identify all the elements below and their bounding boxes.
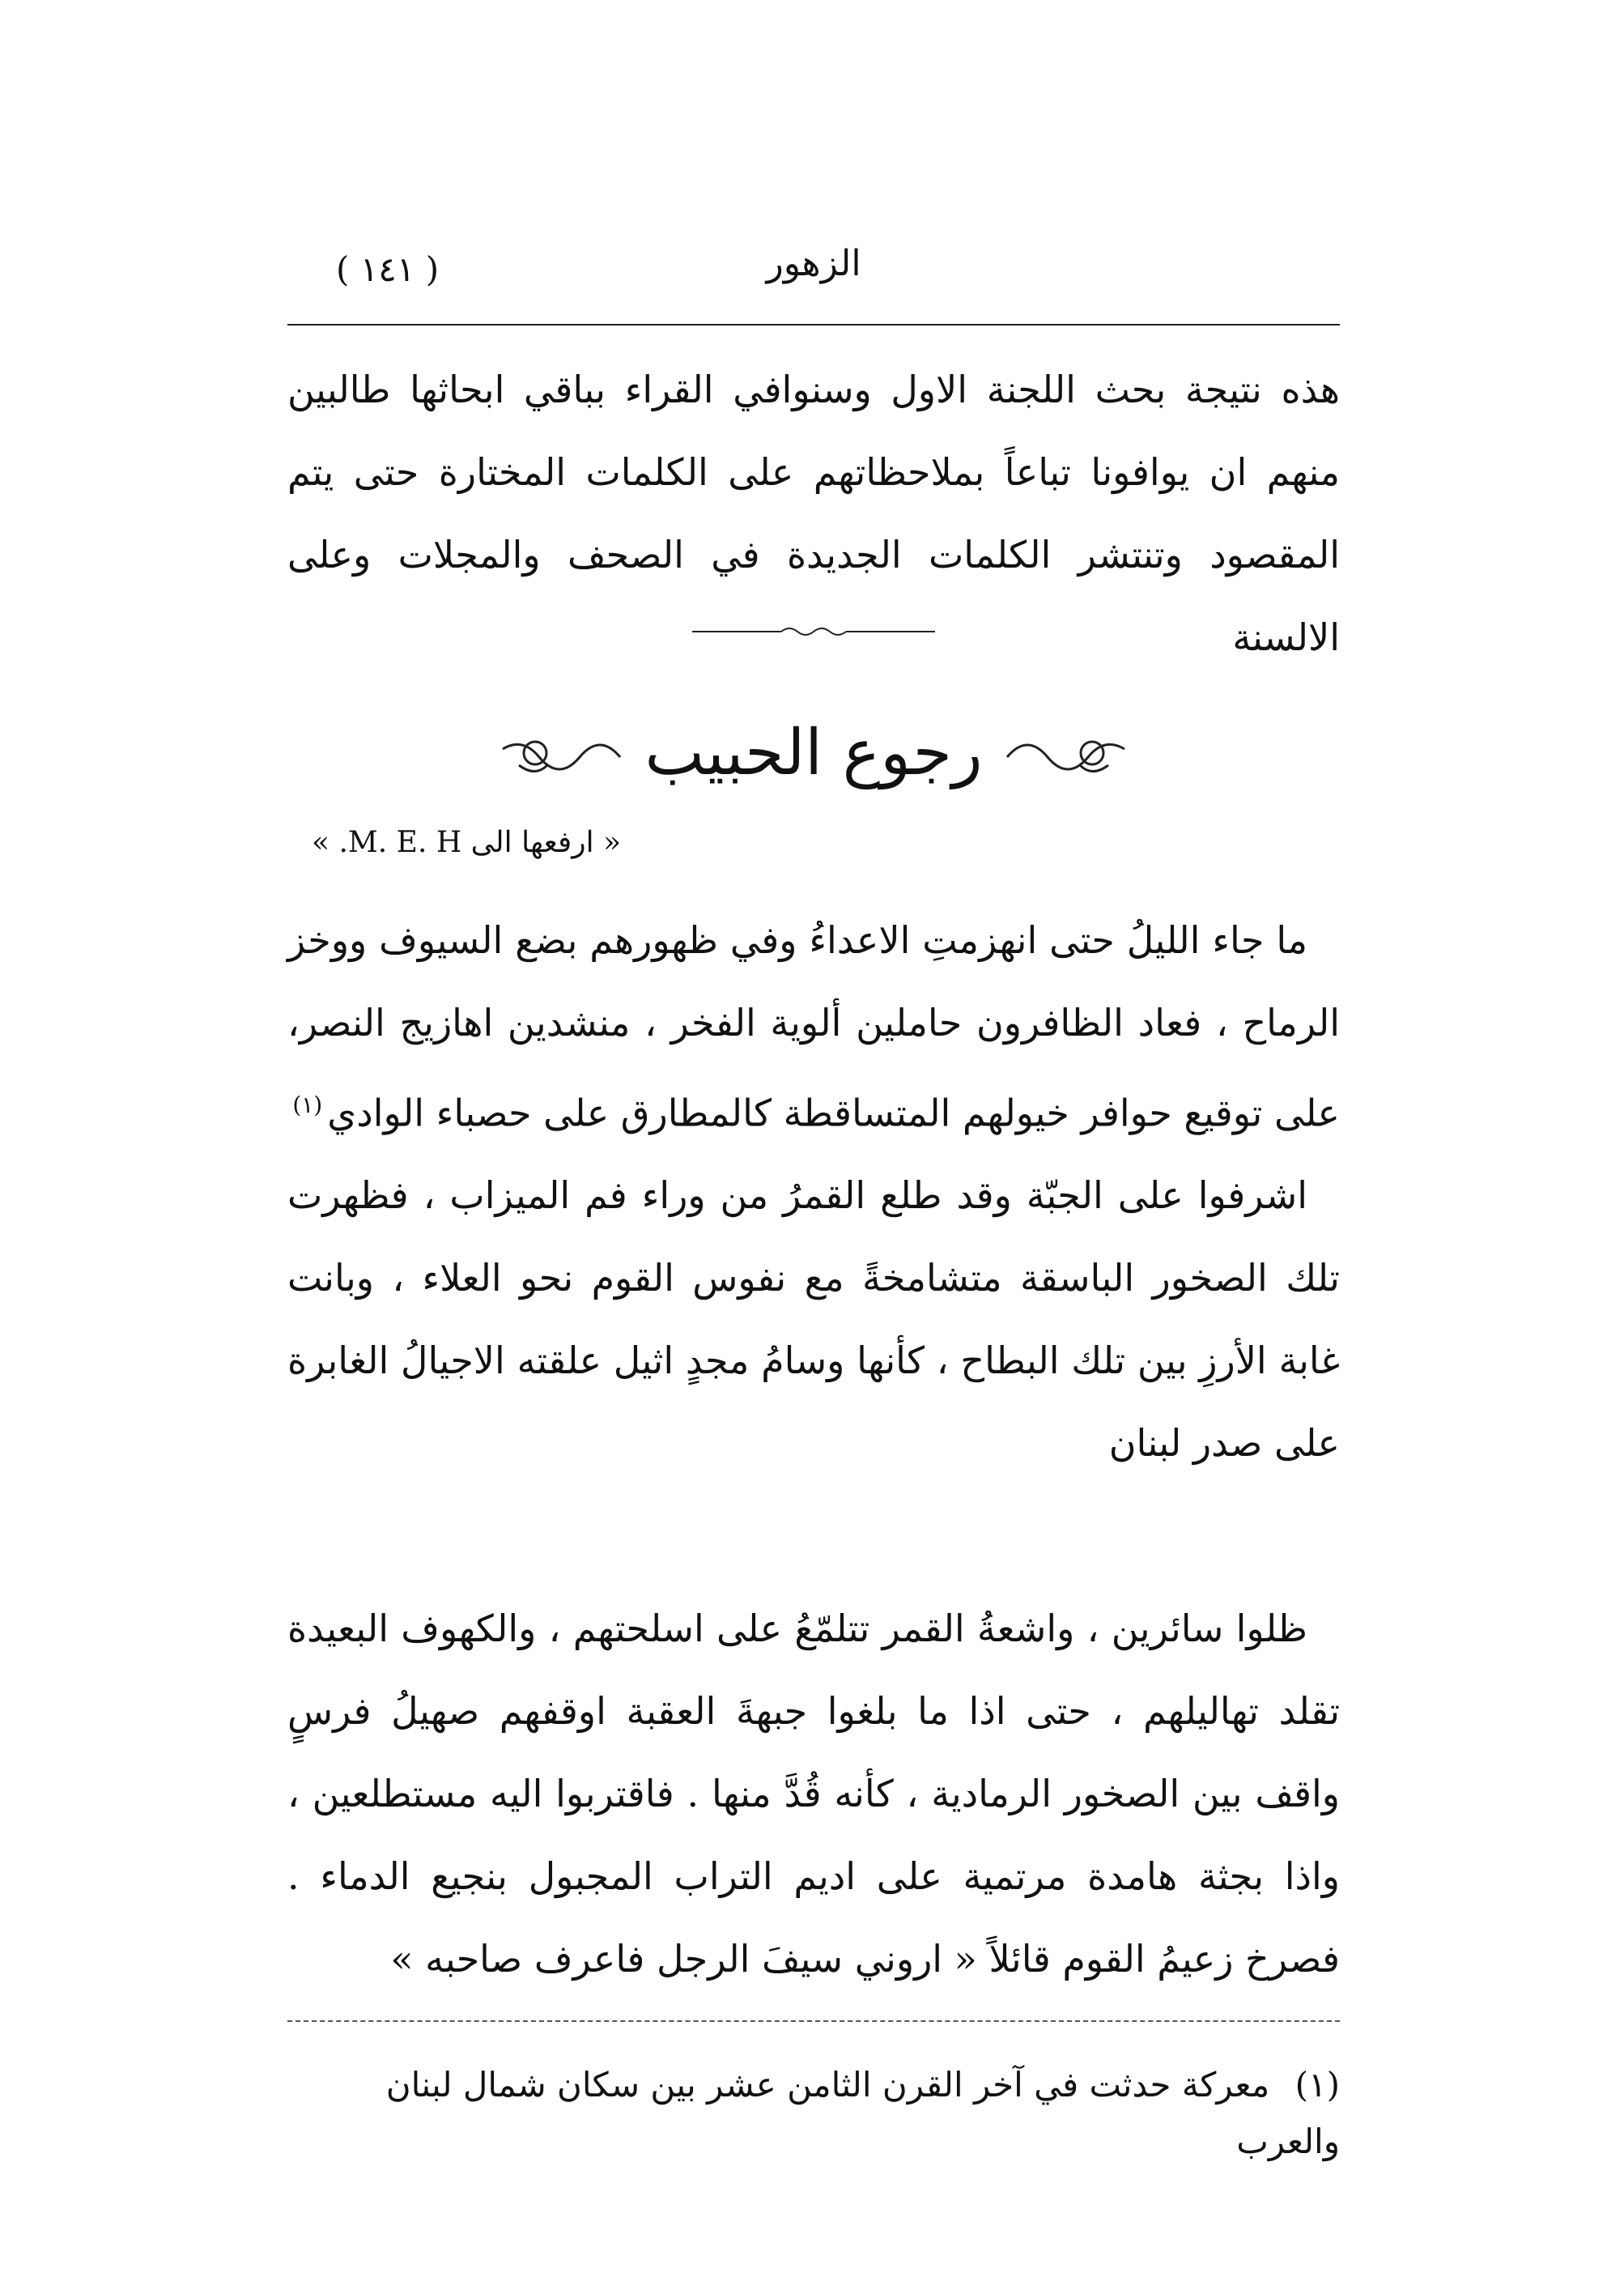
footnote-reference: (١)	[292, 1092, 323, 1118]
ornamental-divider	[692, 622, 935, 641]
footnote	[287, 2057, 1340, 2170]
footnote-text: معركة حدثت في آخر القرن الثامن عشر بين سكان شمال لبنان والعرب	[385, 2065, 1340, 2161]
paragraph-text: ما جاء الليلُ حتى انهزمتِ الاعداءُ وفي ظهورهم بضع السيوف ووخز الرماح ، فعاد الظافرون حاملين ألوية الفخر ، منشدين اهازيج النصر، على توقيع حوافر خيولهم المتساقطة كالمطارق على حصباء الوادي	[287, 918, 1340, 1135]
intro-paragraph: هذه نتيجة بحث اللجنة الاول وسنوافي القراء بباقي ابحاثها طالبين منهم ان يوافونا تباعاً بملاحظاتهم على الكلمات المختارة حتى يتم المقصود وتنتشر الكلمات الجديدة في الصحف والمجلات وعلى الالسنة	[287, 368, 1340, 659]
footnote-separator	[287, 2020, 1340, 2022]
body-paragraph	[287, 1587, 1340, 2000]
book-page	[287, 243, 1340, 2161]
left-flourish-ornament	[495, 721, 624, 785]
running-title: الزهور	[766, 243, 861, 284]
paragraph-text: ظلوا سائرين ، واشعةُ القمر تتلمّعُ على اسلحتهم ، والكهوف البعيدة تقلد تهاليلهم ، حتى اذا ما بلغوا جبهةَ العقبة اوقفهم صهيلُ فرسٍ واقف بين الصخور الرمادية ، كأنه قُدَّ منها . فاقتربوا اليه مستطلعين ، واذا بجثة هامدة مرتمية على اديم التراب المجبول بنجيع الدماء . فصرخ زعيمُ القوم قائلاً « اروني سيفَ الرجل فاعرف صاحبه »	[287, 1607, 1340, 1981]
right-flourish-ornament	[1003, 721, 1133, 785]
paragraph-text: اشرفوا على الجبّة وقد طلع القمرُ من وراء فم الميزاب ، فظهرت تلك الصخور الباسقة متشامخةً مع نفوس القوم نحو العلاء ، وبانت غابة الأرزِ بين تلك البطاح ، كأنها وسامُ مجدٍ اثيل علقته الاجيالُ الغابرة على صدر لبنان	[287, 1173, 1340, 1465]
article-title: رجوع الحبيب	[644, 717, 983, 789]
footnote-number: (١)	[1295, 2065, 1340, 2105]
page-number: ( ١٤١ )	[336, 249, 440, 289]
header-rule	[287, 324, 1340, 326]
body-paragraph	[287, 899, 1340, 1154]
page-header	[287, 243, 1340, 308]
article-title-block	[287, 696, 1340, 810]
body-paragraph	[287, 1154, 1340, 1484]
dedication: « ارفعها الى M. E. H. »	[312, 826, 622, 859]
